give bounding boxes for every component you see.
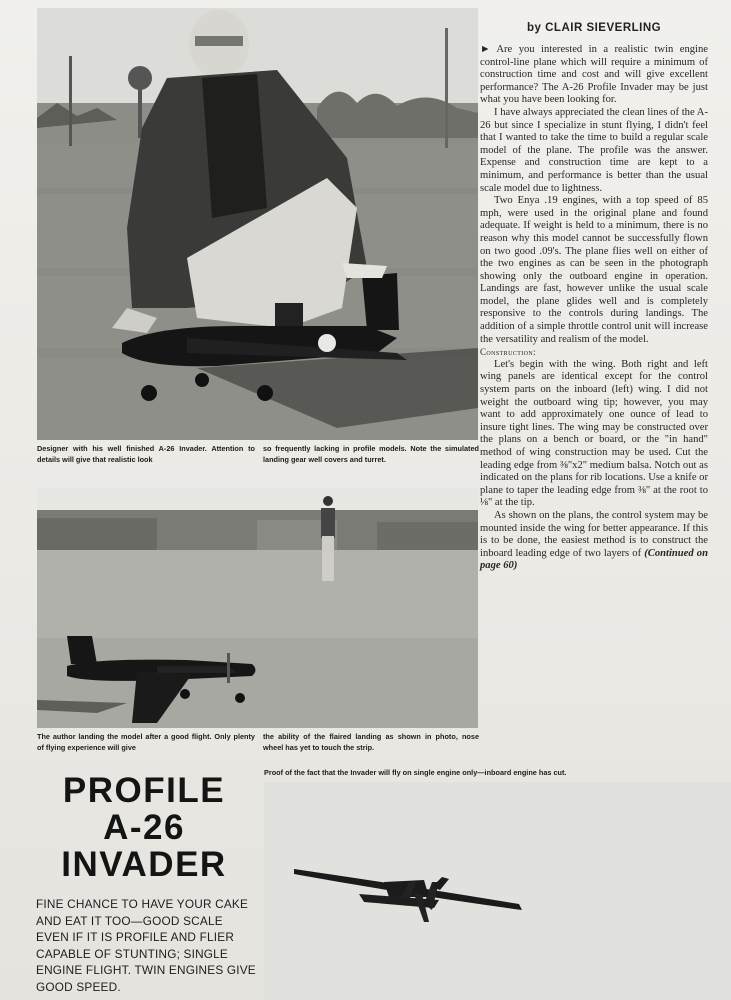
caption-photo3: Proof of the fact that the Invader will fly on single engine only—inboard engine has cut. [264,768,567,777]
article-paragraph-1: Are you interested in a realistic twin engine control-line plane which will require a minimum of construction time and cost and will give excellent performance? The A-26 Profile Invader may be just what you have been looking for. [480,44,708,106]
article-paragraph-2: I have always appreciated the clean lines of the A-26 but since I specialize in stunt flying, I didn't feel that I wanted to take the time to build a regular scale model of the plane. The profile was the answer. Expense and construction time are kept to a minimum, and performance is better than the usual scale model due to lightness. [480,106,708,194]
article-paragraph [480,44,708,107]
photo-designer-with-model [37,8,478,440]
caption-photo2-left: The author landing the model after a good flight. Only plenty of flying experience will give [37,732,255,752]
headline-line-1: PROFILE [62,771,226,810]
byline: by CLAIR SIEVERLING [527,22,662,34]
headline-line-3: INVADER [61,845,227,884]
continued-note: (Continued on page 60) [480,547,708,572]
caption-photo1-left: Designer with his well finished A-26 Invader. Attention to details will give that realistic look [37,444,255,464]
article-paragraph-4: Let's begin with the wing. Both right and left wing panels are identical except for the control system parts on the inboard (left) wing. I did not weight the outboard wing tip; however, you may want to add approximately one ounce of lead to insure tight lines. The wing may be constructed over the plans on a bench or board, or the "in hand" method of wing construction may be used. Cut the leading edge from ⅜"x2" medium balsa. Notch out as indicated on the plans for rib locations. Use a knife or plane to taper the leading edge from ⅜" at the root to ⅛" at the tip. [480,358,708,509]
article-paragraph-5-text: As shown on the plans, the control system may be mounted inside the wing for better appearance. If this is to be done, the easiest method is to construct the inboard leading edge of two layers of [480,509,708,559]
article-body [480,44,708,573]
caption-photo2-right: the ability of the flaired landing as shown in photo, nose wheel has yet to touch the strip. [263,732,479,752]
article-paragraph-3: Two Enya .19 engines, with a top speed of 85 mph, were used in the original plane and found adequate. If weight is held to a minimum, there is no reason why this model cannot be successfully flown on two good .09's. The plane flies well on either of the two engines as can be seen in the photograph showing only the outboard engine in operation. Landings are fast, however unlike the usual scale model, the plane glides well and is completely responsive to the controls during landings. The addition of a simple throttle control unit will increase the versatility and realism of the model. [480,195,708,345]
photo-model-in-flight [264,782,731,1000]
headline-line-2: A-26 [103,808,185,847]
headline [30,772,258,883]
article-paragraph-5 [480,510,708,573]
paragraph-marker: ► [480,44,491,55]
deck-text: FINE CHANCE TO HAVE YOUR CAKE AND EAT IT TOO—GOOD SCALE EVEN IF IT IS PROFILE AND FLIER CAPABLE OF STUNTING; SINGLE ENGINE FLIGHT. TWIN ENGINES GIVE GOOD SPEED. [36,897,256,994]
photo-model-landing [37,488,478,728]
caption-photo1-right: so frequently lacking in profile models. Note the simulated landing gear well covers and turret. [263,444,479,464]
section-heading-construction: Construction: [480,347,537,358]
